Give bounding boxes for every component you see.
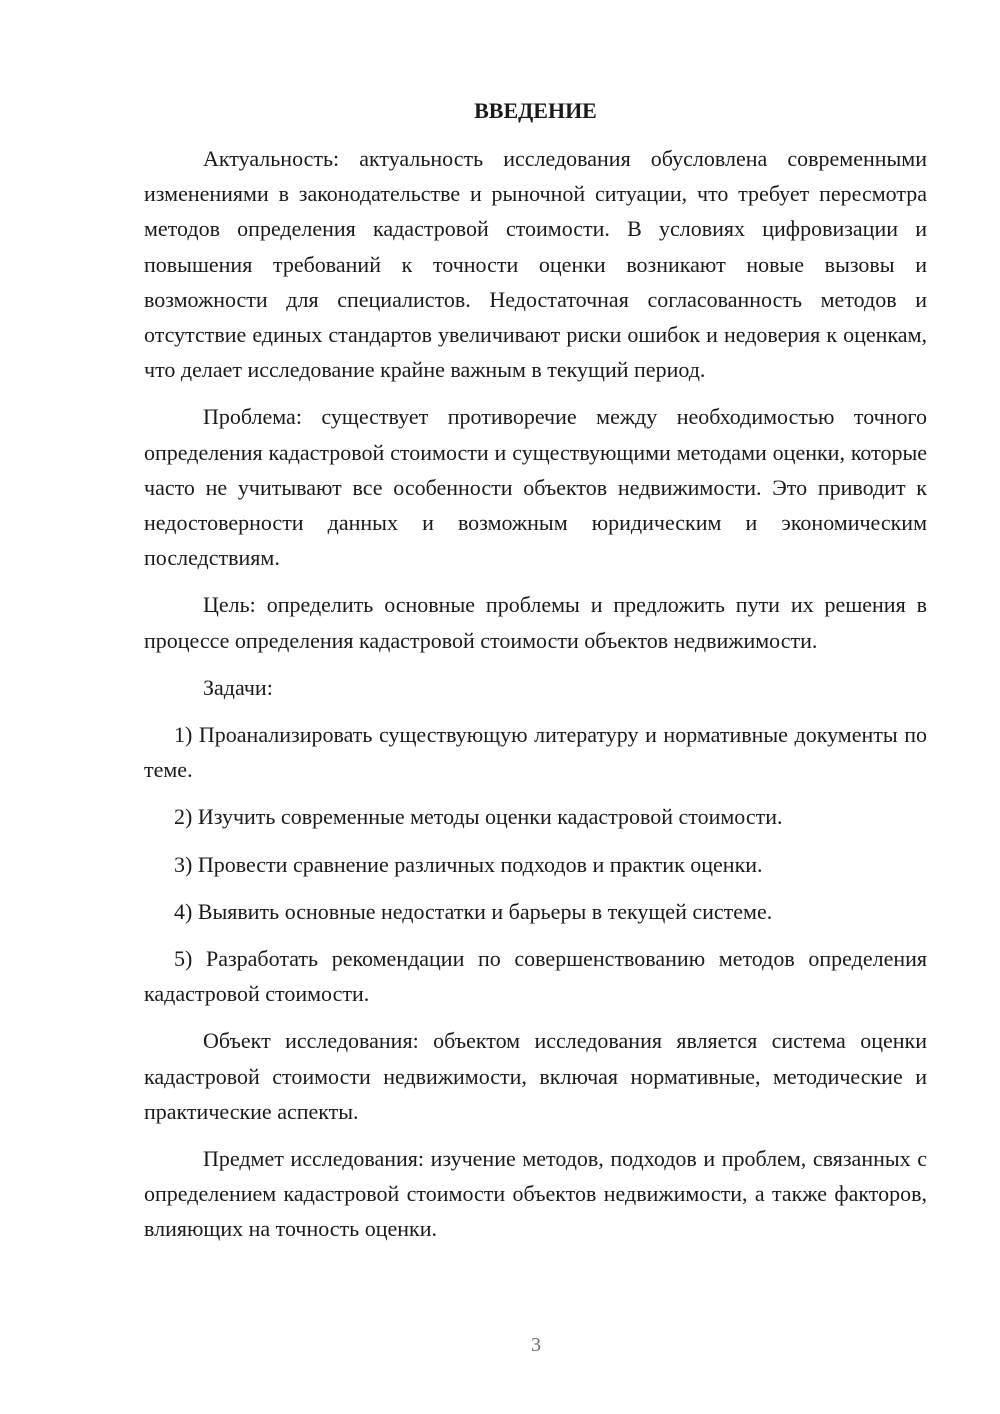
paragraph-object: Объект исследования: объектом исследования является система оценки кадастровой стоимости недвижимости, включая нормативные, методические и практические аспекты. — [144, 1028, 927, 1124]
task-item: 5) Разработать рекомендации по совершенствованию методов определения кадастровой стоимости. — [144, 946, 927, 1007]
paragraph-tasks-heading: Задачи: — [203, 674, 273, 700]
task-item: 2) Изучить современные методы оценки кадастровой стоимости. — [174, 804, 783, 830]
document-page — [144, 94, 927, 1259]
task-item: 1) Проанализировать существующую литературу и нормативные документы по теме. — [144, 722, 927, 783]
paragraph-goal: Цель: определить основные проблемы и предложить пути их решения в процессе определения кадастровой стоимости объектов недвижимости. — [144, 592, 927, 653]
paragraph-problem: Проблема: существует противоречие между необходимостью точного определения кадастровой стоимости и существующими методами оценки, которые часто не учитывают все особенности объектов недвижимости. Это приводит к недостоверности данных и возможным юридическим и экономическим последствиям. — [144, 404, 927, 571]
task-item: 3) Провести сравнение различных подходов и практик оценки. — [174, 851, 763, 877]
page-number: 3 — [531, 1334, 541, 1356]
paragraph-relevance: Актуальность: актуальность исследования обусловлена современными изменениями в законодательстве и рыночной ситуации, что требует пересмотра методов определения кадастровой стоимости. В условиях цифровизации и повышения требований к точности оценки возникают новые вызовы и возможности для специалистов. Недостаточная согласованность методов и отсутствие единых стандартов увеличивают риски ошибок и недоверия к оценкам, что делает исследование крайне важным в текущий период. — [144, 146, 927, 383]
section-title: ВВЕДЕНИЕ — [474, 98, 597, 123]
paragraph-subject: Предмет исследования: изучение методов, подходов и проблем, связанных с определением кадастровой стоимости объектов недвижимости, а также факторов, влияющих на точность оценки. — [144, 1146, 927, 1242]
task-item: 4) Выявить основные недостатки и барьеры в текущей системе. — [174, 898, 773, 924]
